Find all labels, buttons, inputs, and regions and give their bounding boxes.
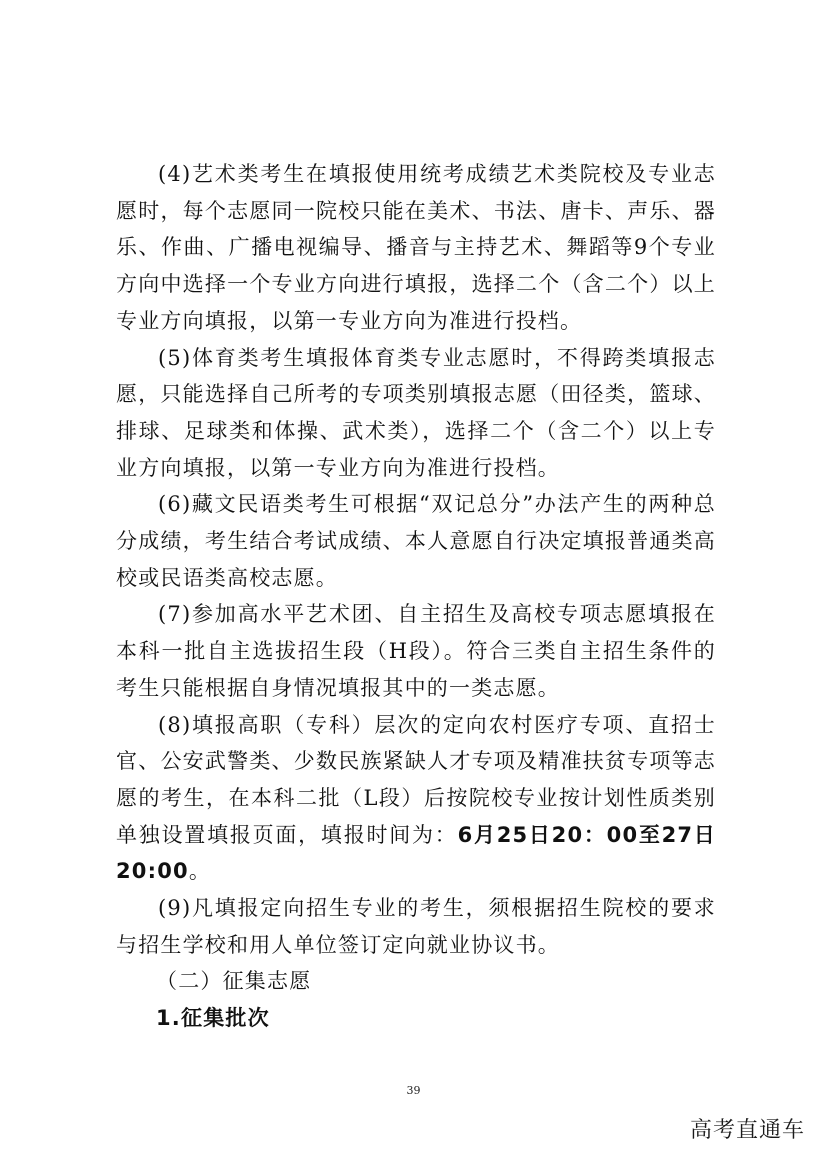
page-number: 39 bbox=[406, 1084, 421, 1097]
paragraph-5: (5)体育类考生填报体育类专业志愿时，不得跨类填报志愿，只能选择自己所考的专项类别填报志愿（田径类，篮球、排球、足球类和体操、武术类），选择二个（含二个）以上专业方向填报，以第一专业方向为准进行投档。 bbox=[116, 345, 716, 480]
paragraph-6: (6)藏文民语类考生可根据“双记总分”办法产生的两种总分成绩，考生结合考试成绩、本人意愿自行决定填报普通类高校或民语类高校志愿。 bbox=[116, 492, 716, 590]
paragraph-8-deadline: 6月25日20：00至27日20:00 bbox=[116, 822, 717, 884]
section-heading: （二）征集志愿 bbox=[156, 969, 312, 994]
paragraph-8-end: 。 bbox=[188, 859, 212, 884]
paragraph-7: (7)参加高水平艺术团、自主招生及高校专项志愿填报在本科一批自主选拔招生段（H段）。符合三类自主招生条件的考生只能根据自身情况填报其中的一类志愿。 bbox=[116, 602, 716, 700]
watermark-text: 高考直通车 bbox=[689, 1118, 805, 1143]
paragraph-9: (9)凡填报定向招生专业的考生，须根据招生院校的要求与招生学校和用人单位签订定向就业协议书。 bbox=[116, 896, 716, 957]
document-body bbox=[116, 156, 716, 1037]
paragraph-8 bbox=[116, 707, 716, 891]
sub-heading: 1.征集批次 bbox=[156, 1006, 270, 1031]
paragraph-8-text: (8)填报高职（专科）层次的定向农村医疗专项、直招士官、公安武警类、少数民族紧缺人才专项及精准扶贫专项等志愿的考生，在本科二批（L段）后按院校专业按计划性质类别单独设置填报页面，填报时间为： bbox=[116, 712, 716, 847]
paragraph-4: (4)艺术类考生在填报使用统考成绩艺术类院校及专业志愿时，每个志愿同一院校只能在美术、书法、唐卡、声乐、器乐、作曲、广播电视编导、播音与主持艺术、舞蹈等9个专业方向中选择一个专业方向进行填报，选择二个（含二个）以上专业方向填报，以第一专业方向为准进行投档。 bbox=[116, 162, 716, 333]
